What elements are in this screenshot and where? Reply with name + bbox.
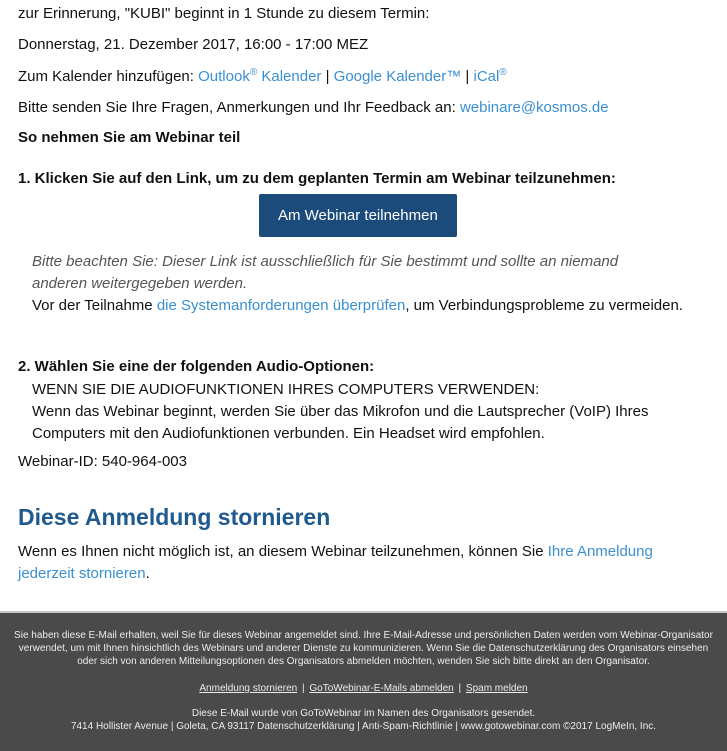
cancel-title: Diese Anmeldung stornieren [18, 504, 331, 530]
audio-option-text: Wenn das Webinar beginnt, werden Sie über das Mikrofon und die Lautsprecher (VoIP) Ihres Computers mit den Audiofunktionen verbunden. Ein Headset wird empfohlen. [32, 403, 649, 442]
req-suffix: , um Verbindungsprobleme zu vermeiden. [405, 297, 683, 314]
calendar-prefix: Zum Kalender hinzufügen: [18, 68, 199, 85]
reminder-text: zur Erinnerung, "KUBI" beginnt in 1 Stunde zu diesem Termin: [18, 5, 430, 22]
separator: | [321, 68, 334, 85]
footer [0, 611, 727, 751]
footer-spam-link[interactable]: Spam melden [465, 683, 528, 694]
footer-links [8, 682, 719, 695]
join-webinar-button[interactable]: Am Webinar teilnehmen [259, 194, 457, 237]
join-button-wrap [259, 194, 457, 237]
footer-unsubscribe-link[interactable]: GoToWebinar-E-Mails abmelden [309, 683, 454, 694]
webinar-id: Webinar-ID: 540-964-003 [18, 453, 187, 470]
req-prefix: Vor der Teilnahme [32, 297, 157, 314]
step2-title: 2. Wählen Sie eine der folgenden Audio-Optionen: [18, 358, 375, 375]
link-note: Bitte beachten Sie: Dieser Link ist ausschließlich für Sie bestimmt und sollte an niemand anderen weitergegeben werden. [32, 253, 619, 292]
separator: | [461, 68, 474, 85]
feedback-prefix: Bitte senden Sie Ihre Fragen, Anmerkungen und Ihr Feedback an: [18, 99, 460, 116]
google-calendar-link[interactable]: Google Kalender™ [333, 68, 462, 85]
footer-sender: Diese E-Mail wurde von GoToWebinar im Namen des Organisators gesendet. [191, 708, 536, 719]
separator: | [302, 683, 305, 694]
event-datetime: Donnerstag, 21. Dezember 2017, 16:00 - 17:00 MEZ [18, 36, 369, 53]
system-requirements-link[interactable]: die Systemanforderungen überprüfen [156, 297, 406, 314]
cancel-prefix: Wenn es Ihnen nicht möglich ist, an diesem Webinar teilzunehmen, können Sie [18, 543, 548, 560]
email-link[interactable]: webinare@kosmos.de [459, 99, 609, 116]
cancel-suffix: . [145, 565, 150, 582]
ical-link[interactable]: iCal® [473, 67, 507, 85]
add-to-calendar-line [18, 66, 507, 88]
cancel-registration-link[interactable]: Ihre Anmeldung jederzeit stornieren [18, 543, 653, 582]
step1-title: 1. Klicken Sie auf den Link, um zu dem geplanten Termin am Webinar teilzunehmen: [18, 170, 616, 187]
audio-option-heading: WENN SIE DIE AUDIOFUNKTIONEN IHRES COMPUTERS VERWENDEN: [32, 381, 540, 398]
separator: | [458, 683, 462, 694]
outlook-calendar-link[interactable]: Outlook® Kalender [198, 67, 322, 85]
cancel-text [18, 541, 708, 585]
footer-notice: Sie haben diese E-Mail erhalten, weil Sie für dieses Webinar angemeldet sind. Ihre E-Mail-Adresse und persönlichen Daten werden vom Webinar-Organisator verwendet, um mit Ihnen hinsichtlich des Webinars und anderer Dienste zu kommunizieren. Wenn Sie die Datenschutzerklärung des Organisators einsehen oder sich von anderen Mitteilungsoptionen des Organisators abmelden möchten, wenden Sie sich bitte direkt an den Organisator. [14, 630, 713, 667]
how-to-title: So nehmen Sie am Webinar teil [18, 129, 241, 146]
system-requirements-line [32, 295, 692, 317]
footer-address: 7414 Hollister Avenue | Goleta, CA 93117 Datenschutzerklärung | Anti-Spam-Richtlinie | www.gotowebinar.com ©2017 LogMeIn, Inc. [70, 721, 657, 732]
feedback-line [18, 97, 609, 119]
footer-cancel-link[interactable]: Anmeldung stornieren [199, 683, 298, 694]
